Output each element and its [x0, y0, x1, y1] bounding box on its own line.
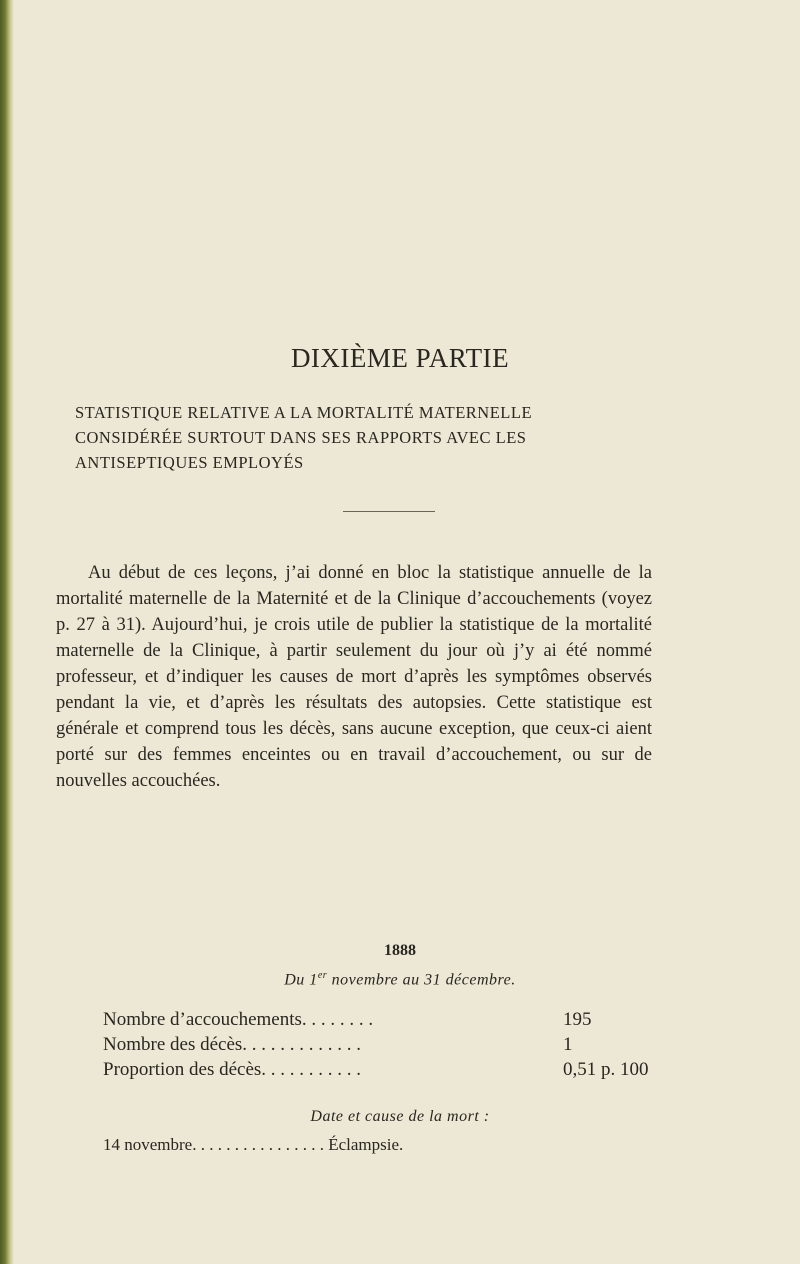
subtitle-line: CONSIDÉRÉE SURTOUT DANS SES RAPPORTS AVEC LES [75, 428, 527, 447]
stat-row [103, 1032, 663, 1057]
cause-entry: 14 novembre. . . . . . . . . . . . . . . . Éclampsie. [103, 1135, 404, 1154]
stat-label: Nombre d’accouchements. . . . . . . . [103, 1009, 374, 1030]
part-title: DIXIÈME PARTIE [290, 343, 510, 373]
subtitle-line: ANTISEPTIQUES EMPLOYÉS [75, 453, 304, 472]
year-heading: 1888 [384, 942, 416, 959]
stat-row [103, 1057, 663, 1082]
subtitle-line: STATISTIQUE RELATIVE A LA MORTALITÉ MATERNELLE [75, 403, 533, 422]
paragraph-text: Au début de ces leçons, j’ai donné en bloc la statistique annuelle de la mortalité maternelle de la Maternité et de la Clinique d’accouchements (voyez p. 27 à 31). Aujourd’hui, je crois utile de publier la statistique de la mortalité maternelle de la Clinique, à partir seulement du jour où j’y ai été nommé professeur, et d’indiquer les causes de mort d’après les symptômes observés pendant la vie, et d’après les résultats des autopsies. Cette statistique est générale et comprend tous les décès, sans aucune exception, que ceux-ci aient porté sur des femmes enceintes ou en travail d’accouchement, ou sur de nouvelles accouchées. [56, 563, 652, 791]
period-sup: er [317, 970, 328, 981]
body-paragraph [56, 560, 652, 794]
period-heading [0, 970, 800, 989]
stat-row [103, 1007, 663, 1032]
stat-label: Nombre des décès. . . . . . . . . . . . . [103, 1034, 362, 1055]
page-binding-edge [0, 0, 14, 1264]
stat-value: 195 [563, 1009, 592, 1030]
stat-value: 0,51 p. 100 [563, 1059, 649, 1080]
stat-value: 1 [563, 1034, 573, 1055]
period-start: Du 1 [284, 971, 318, 989]
section-divider [343, 511, 435, 512]
section-subtitle [75, 400, 775, 475]
period-end: novembre au 31 décembre. [327, 971, 516, 989]
stat-label: Proportion des décès. . . . . . . . . . . [103, 1059, 362, 1080]
statistics-table [103, 1007, 663, 1082]
cause-heading: Date et cause de la mort : [310, 1108, 490, 1125]
